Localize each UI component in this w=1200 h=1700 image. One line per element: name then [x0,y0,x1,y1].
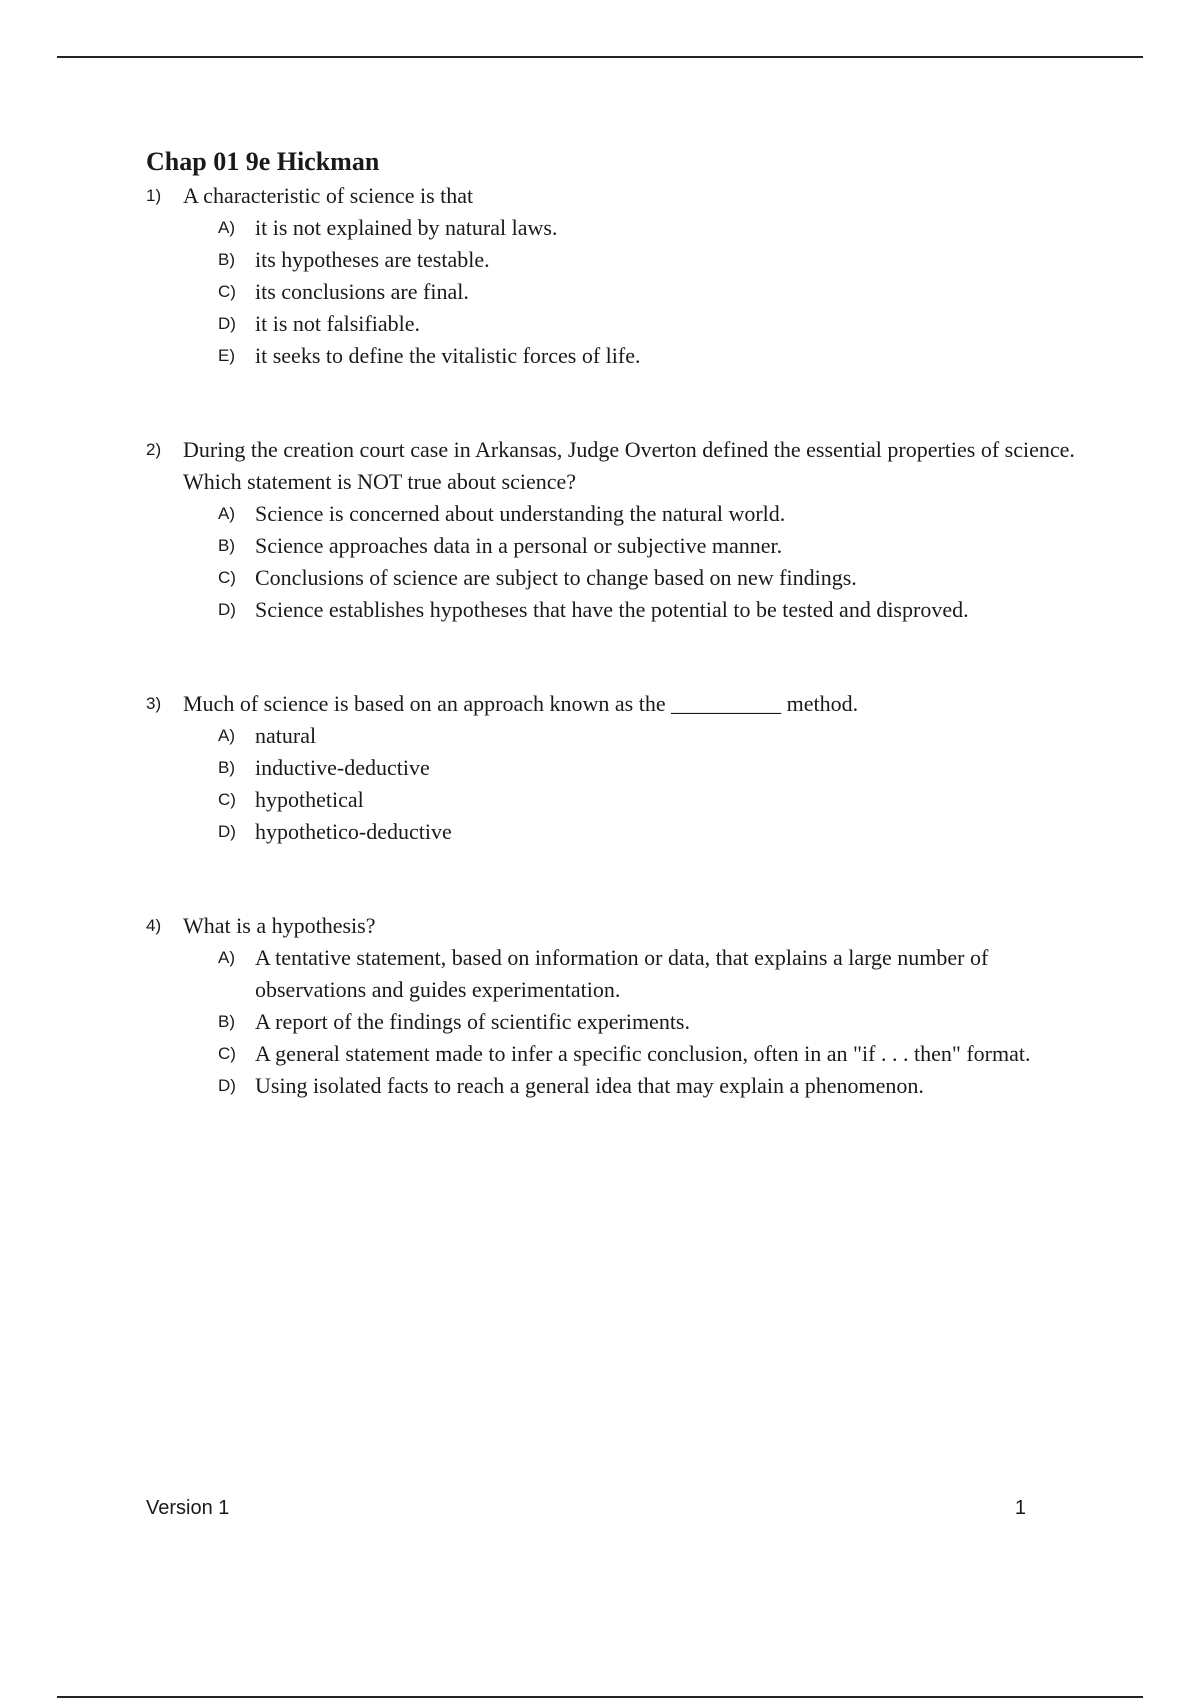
option-item [146,1006,1096,1038]
question-2 [146,434,1096,626]
question-stem [146,688,1096,720]
option-text: inductive-deductive [255,755,430,780]
option-letter: C) [218,568,236,587]
question-stem [146,180,1096,212]
question-spacer [146,626,1096,688]
option-letter: B) [218,1012,235,1031]
question-4 [146,910,1096,1102]
page-number: 1 [1014,1497,1026,1519]
option-text: hypothetico-deductive [255,819,452,844]
option-item [146,530,1096,562]
option-letter: C) [218,282,236,301]
option-list [146,498,1096,626]
option-text: it seeks to define the vitalistic forces of life. [255,343,641,368]
option-letter: E) [218,346,235,365]
option-item [146,784,1096,816]
option-letter: A) [218,218,235,237]
option-letter: D) [218,600,236,619]
option-item [146,752,1096,784]
option-text: natural [255,723,317,748]
option-text: Science approaches data in a personal or subjective manner. [255,533,783,558]
question-text: A characteristic of science is that [183,183,474,208]
option-text: Conclusions of science are subject to change based on new findings. [255,565,857,590]
option-letter: A) [218,726,235,745]
option-text: its conclusions are final. [255,279,469,304]
option-item [146,498,1096,530]
document-body [146,144,1096,1102]
footer-rule [57,1696,1143,1698]
question-number: 3) [146,694,162,713]
option-letter: C) [218,1044,236,1063]
option-text: hypothetical [255,787,364,812]
option-letter: D) [218,314,236,333]
question-number: 4) [146,916,162,935]
option-item [146,1038,1096,1070]
option-letter: D) [218,1076,236,1095]
option-item [146,308,1096,340]
option-item [146,1070,1096,1102]
question-number: 2) [146,440,162,459]
question-stem [146,910,1096,942]
option-list [146,720,1096,848]
option-letter: B) [218,758,235,777]
option-letter: C) [218,790,236,809]
question-3 [146,688,1096,848]
option-text: A tentative statement, based on information or data, that explains a large number of observations and guides experimentation. [255,945,989,1002]
option-text: Science is concerned about understanding the natural world. [255,501,786,526]
option-text: A report of the findings of scientific experiments. [255,1009,690,1034]
question-text: What is a hypothesis? [183,913,376,938]
option-item [146,340,1096,372]
option-item [146,276,1096,308]
version-label: Version 1 [146,1497,230,1519]
option-text: A general statement made to infer a specific conclusion, often in an "if . . . then" format. [255,1041,1031,1066]
option-item [146,562,1096,594]
option-text: Science establishes hypotheses that have the potential to be tested and disproved. [255,597,969,622]
option-text: Using isolated facts to reach a general idea that may explain a phenomenon. [255,1073,924,1098]
option-item [146,594,1096,626]
option-letter: A) [218,948,235,967]
option-item [146,942,1096,1006]
option-letter: A) [218,504,235,523]
question-1 [146,180,1096,372]
question-spacer [146,372,1096,434]
document-title: Chap 01 9e Hickman [146,147,380,176]
option-text: it is not falsifiable. [255,311,420,336]
option-letter: D) [218,822,236,841]
option-item [146,816,1096,848]
question-number: 1) [146,186,162,205]
option-letter: B) [218,536,235,555]
question-text: Much of science is based on an approach known as the __________ method. [183,691,859,716]
option-text: it is not explained by natural laws. [255,215,558,240]
option-list [146,942,1096,1102]
question-spacer [146,848,1096,910]
option-list [146,212,1096,372]
question-stem [146,434,1096,498]
option-text: its hypotheses are testable. [255,247,490,272]
option-item [146,244,1096,276]
header-rule [57,56,1143,58]
question-text: During the creation court case in Arkansas, Judge Overton defined the essential properties of science. Which statement is NOT true about science? [183,437,1075,494]
option-letter: B) [218,250,235,269]
option-item [146,212,1096,244]
option-item [146,720,1096,752]
